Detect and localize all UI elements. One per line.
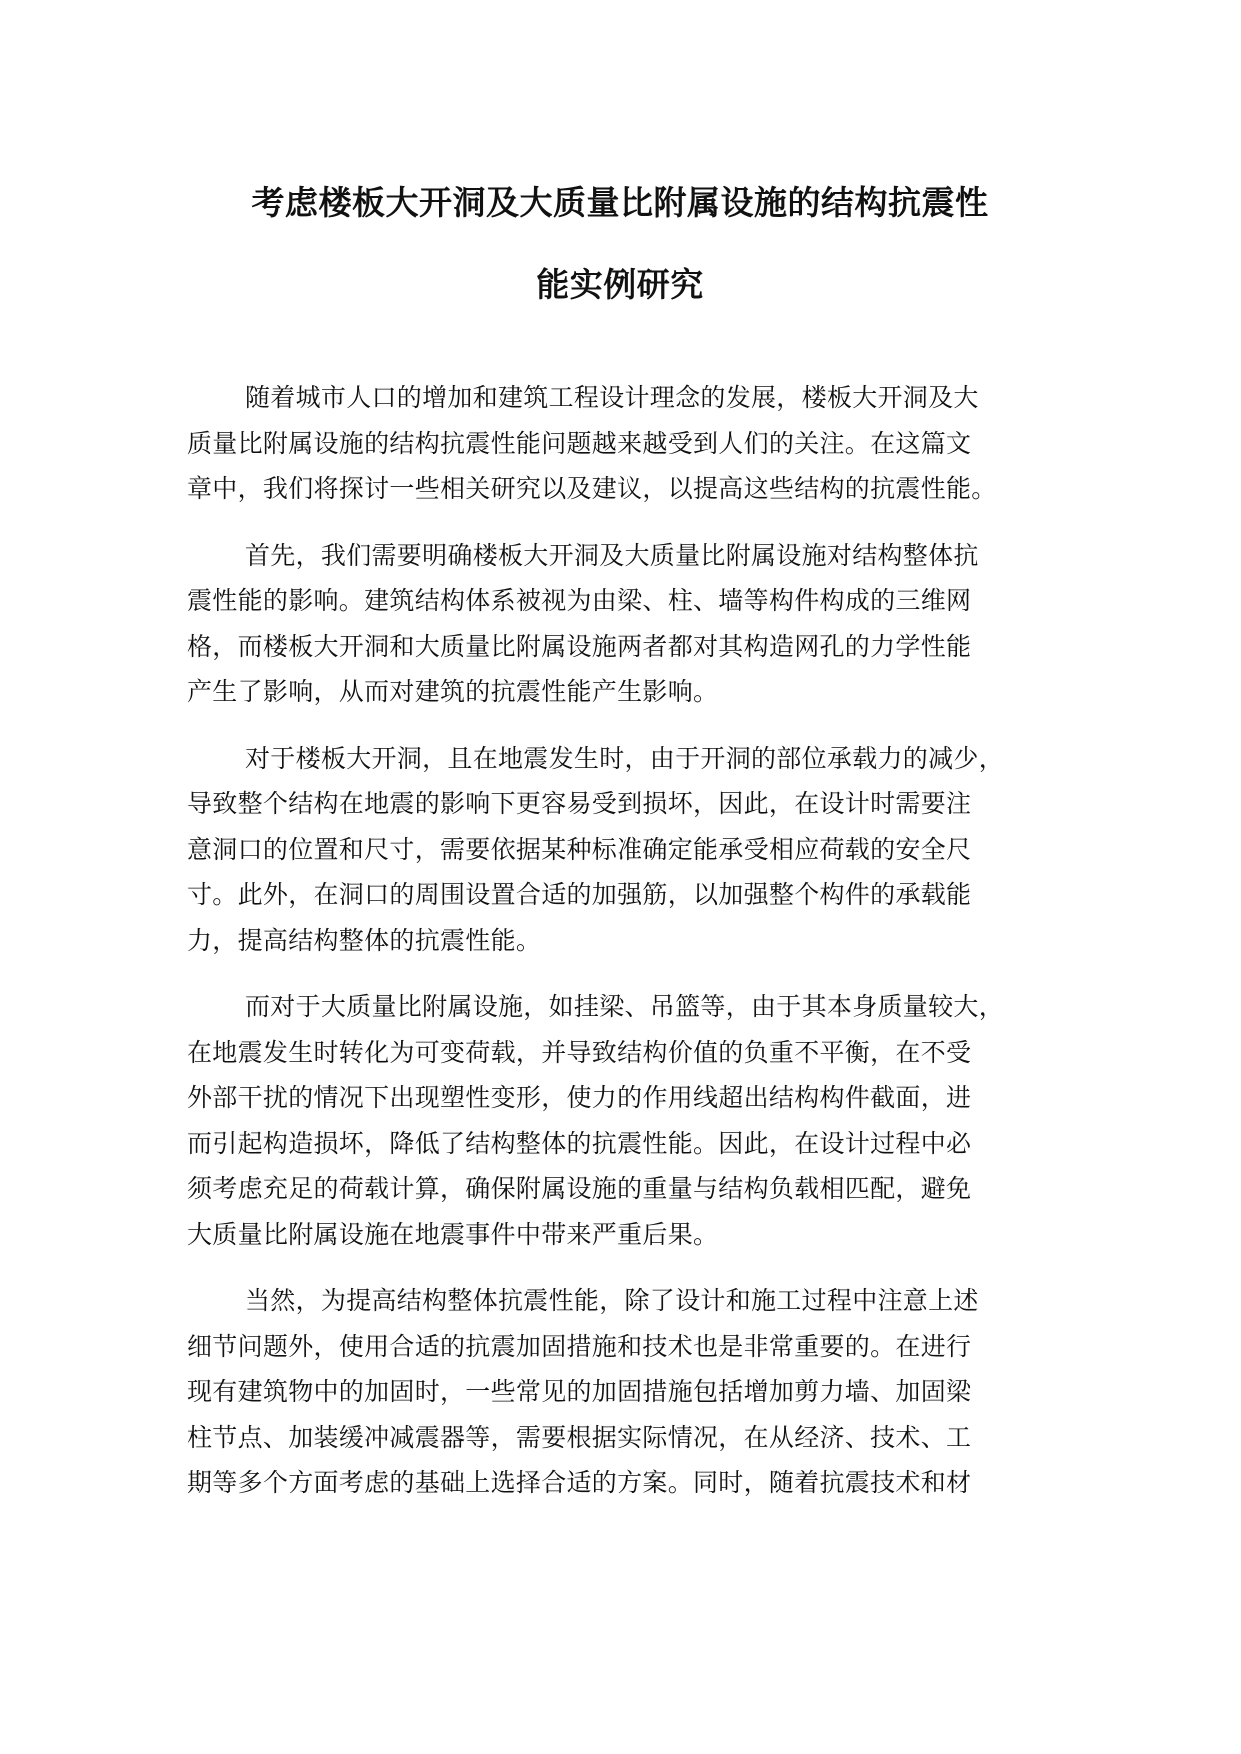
paragraph-line: 质量比附属设施的结构抗震性能问题越来越受到人们的关注。在这篇文 bbox=[187, 428, 972, 458]
paragraph-1 bbox=[187, 375, 1067, 512]
paragraph-line: 随着城市人口的增加和建筑工程设计理念的发展，楼板大开洞及大 bbox=[245, 383, 979, 412]
paragraph-line: 力，提高结构整体的抗震性能。 bbox=[187, 925, 542, 955]
paragraph-3 bbox=[187, 736, 1067, 964]
paragraph-2 bbox=[187, 533, 1067, 715]
paragraph-line: 意洞口的位置和尺寸，需要依据某种标准确定能承受相应荷载的安全尺 bbox=[187, 834, 972, 864]
paragraph-line: 而对于大质量比附属设施，如挂梁、吊篮等，由于其本身质量较大， bbox=[245, 992, 1005, 1021]
paragraph-5 bbox=[187, 1278, 1067, 1506]
paragraph-line: 对于楼板大开洞，且在地震发生时，由于开洞的部位承载力的减少， bbox=[245, 743, 1005, 773]
paragraph-line: 格，而楼板大开洞和大质量比附属设施两者都对其构造网孔的力学性能 bbox=[187, 631, 972, 661]
paragraph-line: 细节问题外，使用合适的抗震加固措施和技术也是非常重要的。在进行 bbox=[187, 1331, 972, 1361]
paragraph-line: 寸。此外，在洞口的周围设置合适的加强筋，以加强整个构件的承载能 bbox=[187, 880, 972, 909]
paragraph-line: 大质量比附属设施在地震事件中带来严重后果。 bbox=[187, 1219, 719, 1249]
paragraph-line: 导致整个结构在地震的影响下更容易受到损坏，因此，在设计时需要注 bbox=[187, 789, 972, 818]
paragraph-line: 期等多个方面考虑的基础上选择合适的方案。同时，随着抗震技术和材 bbox=[187, 1468, 972, 1497]
paragraph-line: 产生了影响，从而对建筑的抗震性能产生影响。 bbox=[187, 677, 719, 706]
paragraph-4 bbox=[187, 984, 1067, 1257]
paragraph-line: 须考虑充足的荷载计算，确保附属设施的重量与结构负载相匹配，避免 bbox=[187, 1174, 972, 1203]
paragraph-line: 当然，为提高结构整体抗震性能，除了设计和施工过程中注意上述 bbox=[245, 1286, 979, 1315]
paragraph-line: 柱节点、加装缓冲减震器等，需要根据实际情况，在从经济、技术、工 bbox=[187, 1422, 972, 1452]
document-title-line-2: 能实例研究 bbox=[536, 265, 704, 304]
paragraph-line: 现有建筑物中的加固时，一些常见的加固措施包括增加剪力墙、加固梁 bbox=[187, 1377, 972, 1406]
paragraph-line: 外部干扰的情况下出现塑性变形，使力的作用线超出结构构件截面，进 bbox=[187, 1083, 972, 1112]
document-title-line-1: 考虑楼板大开洞及大质量比附属设施的结构抗震性 bbox=[251, 183, 989, 222]
paragraph-line: 首先，我们需要明确楼板大开洞及大质量比附属设施对结构整体抗 bbox=[245, 540, 979, 570]
paragraph-line: 在地震发生时转化为可变荷载，并导致结构价值的负重不平衡，在不受 bbox=[187, 1037, 972, 1067]
paragraph-line: 震性能的影响。建筑结构体系被视为由梁、柱、墙等构件构成的三维网 bbox=[187, 586, 972, 615]
paragraph-line: 章中，我们将探讨一些相关研究以及建议，以提高这些结构的抗震性能。 bbox=[187, 474, 997, 503]
paragraph-line: 而引起构造损坏，降低了结构整体的抗震性能。因此，在设计过程中必 bbox=[187, 1128, 972, 1158]
document-body bbox=[187, 375, 1067, 1527]
